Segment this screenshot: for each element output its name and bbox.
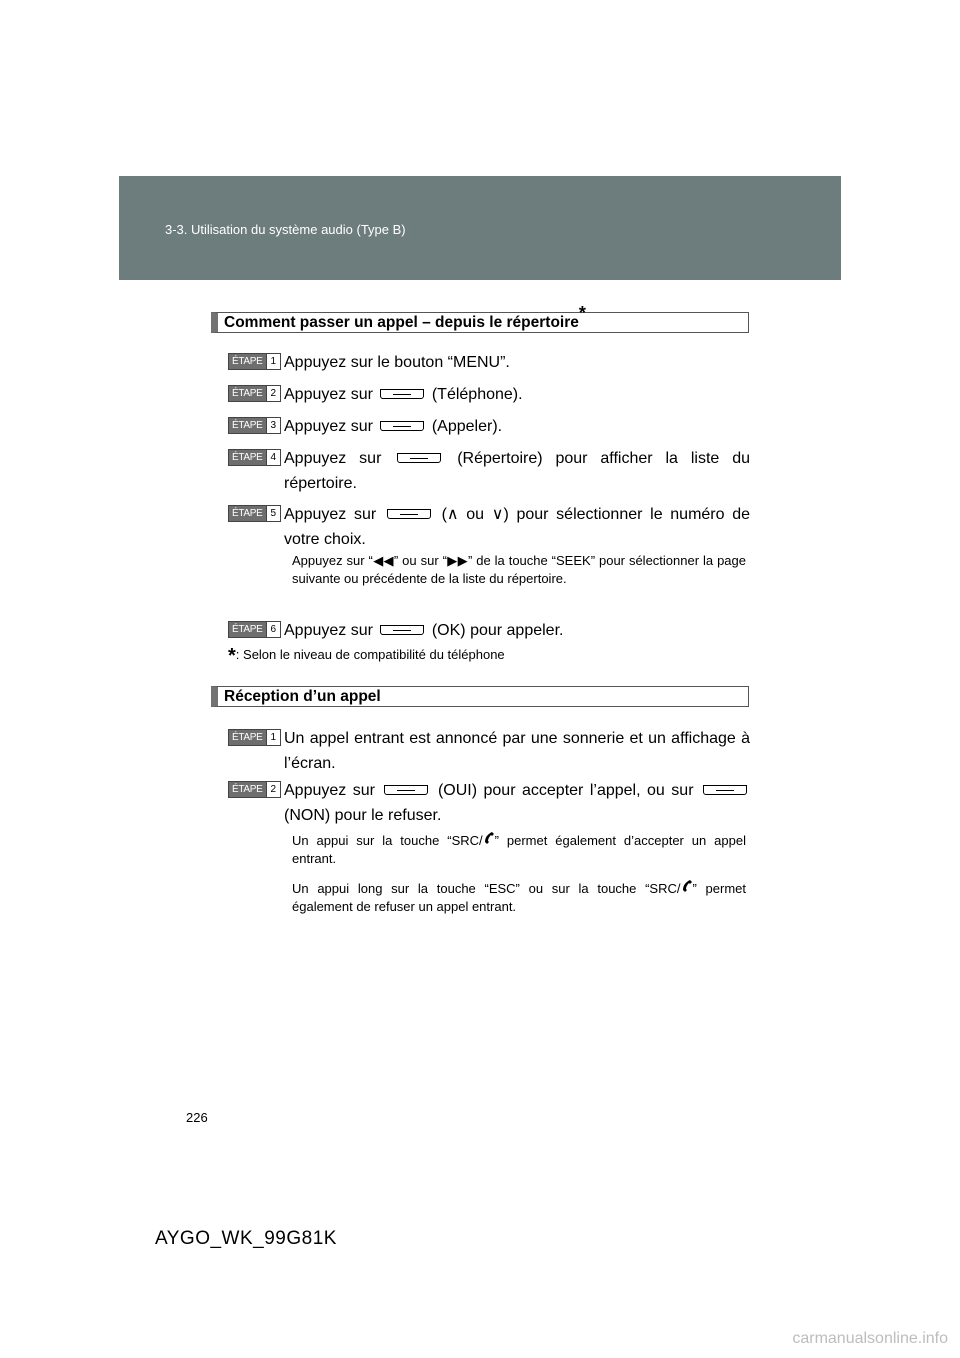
screen-button-icon: [387, 509, 431, 519]
phone-handset-icon: [483, 831, 495, 845]
footnote-asterisk: *: [228, 645, 236, 667]
step-note: [292, 831, 746, 868]
note-text-before: Un appui sur la touche “SRC/: [292, 833, 483, 848]
screen-button-icon: [380, 625, 424, 635]
step-text: [284, 778, 750, 828]
step-badge-label: ÉTAPE: [229, 506, 266, 521]
step-badge-number: 4: [266, 450, 281, 465]
step-item: [228, 618, 750, 643]
step-badge-number: 5: [266, 506, 281, 521]
screen-button-icon: [384, 785, 428, 795]
step-badge-number: 3: [266, 418, 281, 433]
step-item: [228, 446, 750, 496]
step-badge: [228, 449, 281, 466]
step-text-before: Appuyez sur: [284, 386, 373, 403]
step-text-before: Appuyez sur: [284, 622, 373, 639]
step-badge-label: ÉTAPE: [229, 622, 266, 637]
step-item: [228, 502, 750, 552]
chapter-header-band: [119, 176, 841, 280]
step-badge: [228, 621, 281, 638]
section-title-receive-call: [211, 686, 749, 707]
step-text: [284, 446, 750, 496]
step-text: [284, 414, 750, 439]
step-item: [228, 382, 750, 407]
step-text: [284, 382, 750, 407]
section-title-text: Réception d’un appel: [224, 688, 381, 705]
step-badge-number: 2: [266, 782, 281, 797]
note-text-after: ” permet également d’accepter un appel entrant.: [292, 833, 746, 866]
step-item: [228, 414, 750, 439]
step-badge-label: ÉTAPE: [229, 418, 266, 433]
step-item: [228, 350, 750, 375]
step-badge-number: 1: [266, 354, 281, 369]
step-item: [228, 778, 750, 828]
section-title-text: Comment passer un appel – depuis le répertoire: [224, 314, 579, 331]
step-badge-label: ÉTAPE: [229, 450, 266, 465]
step-badge-label: ÉTAPE: [229, 730, 266, 745]
phone-handset-icon: [681, 879, 693, 893]
step-text: Appuyez sur le bouton “MENU”.: [284, 354, 510, 371]
step-text-before: Appuyez sur: [284, 418, 373, 435]
footnote-text: : Selon le niveau de compatibilité du téléphone: [235, 647, 505, 662]
step-badge: [228, 385, 281, 402]
step-badge: [228, 781, 281, 798]
step-text-before: Appuyez sur: [284, 782, 375, 799]
note-text-before: Un appui long sur la touche “ESC” ou sur la touche “SRC/: [292, 881, 681, 896]
section-title-call-from-directory: [211, 302, 749, 333]
step-text-after: (Répertoire) pour afficher la liste du répertoire.: [284, 450, 750, 492]
step-text-before: Appuyez sur: [284, 506, 377, 523]
step-note: Appuyez sur “◀◀” ou sur “▶▶” de la touche “SEEK” pour sélectionner la page suivante ou précédente de la liste du répertoire.: [292, 553, 746, 586]
screen-button-icon: [397, 453, 441, 463]
step-badge-label: ÉTAPE: [229, 386, 266, 401]
step-text-after: (OK) pour appeler.: [431, 622, 564, 639]
step-text: Un appel entrant est annoncé par une sonnerie et un affichage à l’écran.: [284, 730, 750, 772]
watermark-text: carmanualsonline.info: [792, 1330, 948, 1347]
step-text-after: (Téléphone).: [431, 386, 523, 403]
footnote: [228, 645, 505, 668]
step-badge-number: 2: [266, 386, 281, 401]
document-code: AYGO_WK_99G81K: [155, 1228, 337, 1249]
screen-button-icon: [703, 785, 747, 795]
step-text-middle: (OUI) pour accepter l’appel, ou sur: [437, 782, 694, 799]
screen-button-icon: [380, 389, 424, 399]
step-text-after: (NON) pour le refuser.: [284, 807, 442, 824]
asterisk-mark: *: [578, 302, 586, 323]
step-badge-label: ÉTAPE: [229, 354, 266, 369]
step-text: [284, 502, 750, 552]
chapter-title: 3-3. Utilisation du système audio (Type B): [165, 222, 406, 237]
step-badge: [228, 353, 281, 370]
step-badge-number: 1: [266, 730, 281, 745]
step-badge-label: ÉTAPE: [229, 782, 266, 797]
step-text: [284, 618, 750, 643]
page-number: 226: [186, 1110, 208, 1125]
step-text-after: (∧ ou ∨) pour sélectionner le numéro de votre choix.: [284, 506, 751, 548]
step-note: [292, 879, 746, 916]
step-badge: [228, 505, 281, 522]
step-badge: [228, 417, 281, 434]
step-item: [228, 726, 750, 776]
step-text-after: (Appeler).: [431, 418, 503, 435]
step-badge: [228, 729, 281, 746]
step-text-before: Appuyez sur: [284, 450, 382, 467]
note-text-after: ” permet également de refuser un appel entrant.: [292, 881, 747, 914]
screen-button-icon: [380, 421, 424, 431]
step-badge-number: 6: [266, 622, 281, 637]
